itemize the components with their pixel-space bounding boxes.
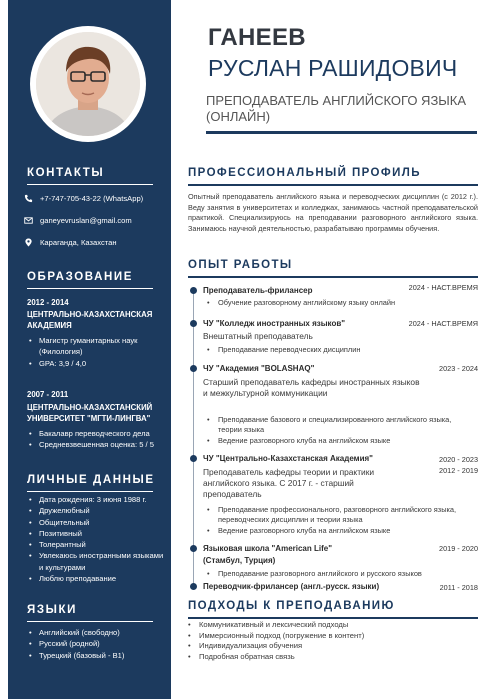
list-item: • Общительный <box>27 517 167 528</box>
list-item: • Иммерсионный подход (погружение в контент) <box>188 631 364 642</box>
timeline-dot <box>190 545 197 552</box>
education-2-details <box>27 428 177 451</box>
personal-list <box>27 494 167 584</box>
timeline-line <box>193 288 194 588</box>
job-4-bullets <box>207 505 477 536</box>
approaches-heading: ПОДХОДЫ К ПРЕПОДАВАНИЮ <box>188 600 395 612</box>
job-4-role: Преподаватель кафедры теории и практики английского языка. С 2017 г. - старший преподаватель <box>203 467 375 499</box>
job-2-bullets <box>207 345 477 355</box>
list-item: • Увлекаюсь иностранными языками и культурами <box>27 550 167 573</box>
list-item: • Индивидуализация обучения <box>188 641 364 652</box>
list-item: • Коммуникативный и лексический подходы <box>188 620 364 631</box>
email-icon <box>24 216 33 225</box>
job-3-title: ЧУ "Академия "BOLASHAQ" <box>203 364 315 373</box>
job-3-bullets <box>207 415 477 446</box>
list-item: • Толерантный <box>27 539 167 550</box>
first-name: РУСЛАН РАШИДОВИЧ <box>208 55 458 81</box>
profile-text: Опытный преподаватель английского языка и переводческих дисциплин (с 2012 г.). Веду занятия в университетах и колледжах, занимаюсь частной преподавательской практикой. Специализируюсь на преподавании разговорного английского языка. Занимаюсь научной деятельностью, разрабатываю программы обучения. <box>188 192 478 233</box>
timeline-dot <box>190 455 197 462</box>
profile-heading: ПРОФЕССИОНАЛЬНЫЙ ПРОФИЛЬ <box>188 167 421 179</box>
job-2-title: ЧУ "Колледж иностранных языков" <box>203 319 346 328</box>
list-item: • Преподавание базового и специализированного английского языка, теории языка <box>207 415 477 436</box>
list-item: • Преподавание профессионального, разговорного английского языка, переводческих дисциплин и теории языка <box>207 505 477 526</box>
job-6-title-suffix: (англ.-русск. языки) <box>300 582 380 591</box>
education-heading: ОБРАЗОВАНИЕ <box>27 271 134 283</box>
list-item: • Магистр гуманитарных наук (Филология) <box>27 335 167 358</box>
list-item: • Дата рождения: 3 июня 1988 г. <box>27 494 167 505</box>
experience-heading: ОПЫТ РАБОТЫ <box>188 259 293 271</box>
languages-heading: ЯЗЫКИ <box>27 604 78 616</box>
languages-divider <box>27 621 153 622</box>
phone-item <box>24 194 143 203</box>
title-divider <box>206 131 477 134</box>
list-item: • Бакалавр переводческого дела <box>27 428 177 439</box>
approaches-list <box>188 620 364 662</box>
list-item: • Турецкий (базовый - B1) <box>27 650 167 661</box>
location-text: Караганда, Казахстан <box>40 238 117 247</box>
list-item: • GPA: 3,9 / 4,0 <box>27 358 167 369</box>
job-2-date: 2024 - НАСТ.ВРЕМЯ <box>408 319 478 328</box>
job-5-date: 2019 - 2020 <box>439 544 478 553</box>
job-5-bullets <box>207 569 477 579</box>
list-item: • Люблю преподавание <box>27 573 167 584</box>
timeline-dot <box>190 365 197 372</box>
approaches-divider <box>188 617 478 619</box>
job-4-title: ЧУ "Центрально-Казахстанская Академия" <box>203 454 373 463</box>
list-item: • Ведение разговорного клуба на английском языке <box>207 526 477 536</box>
list-item: • Обучение разговорному английскому языку онлайн <box>207 298 477 308</box>
contacts-divider <box>27 184 153 185</box>
timeline-dot <box>190 583 197 590</box>
list-item: • Позитивный <box>27 528 167 539</box>
profile-divider <box>188 184 478 186</box>
experience-divider <box>188 276 478 278</box>
contacts-heading: КОНТАКТЫ <box>27 167 105 179</box>
list-item: • Английский (свободно) <box>27 627 167 638</box>
list-item: • Средневзвешенная оценка: 5 / 5 <box>27 439 177 450</box>
job-6-date: 2011 - 2018 <box>439 583 478 592</box>
job-4-date-2: 2012 - 2019 <box>439 466 478 475</box>
email-item <box>24 216 132 225</box>
phone-text[interactable]: +7-747-705-43-22 (WhatsApp) <box>40 194 144 203</box>
job-5-title: Языковая школа "American Life" <box>203 544 332 553</box>
location-item <box>24 238 117 247</box>
personal-divider <box>27 491 153 492</box>
job-title: ПРЕПОДАВАТЕЛЬ АНГЛИЙСКОГО ЯЗЫКА (ОНЛАЙН) <box>206 93 467 124</box>
job-2-role: Внештатный преподаватель <box>203 331 313 341</box>
job-5-location: (Стамбул, Турция) <box>203 556 276 565</box>
education-1-details <box>27 335 167 369</box>
location-pin-icon <box>24 238 33 247</box>
languages-list <box>27 627 167 661</box>
timeline-dot <box>190 287 197 294</box>
list-item: • Преподавание переводческих дисциплин <box>207 345 477 355</box>
job-3-role: Старший преподаватель кафедры иностранных языков и межкультурной коммуникации <box>203 377 420 398</box>
list-item: • Ведение разговорного клуба на английском языке <box>207 436 477 446</box>
job-1-bullets <box>207 298 477 308</box>
profile-photo <box>36 32 140 136</box>
education-2-years: 2007 - 2011 <box>27 390 69 399</box>
education-divider <box>27 288 153 289</box>
education-1-years: 2012 - 2014 <box>27 298 69 307</box>
profile-photo-frame <box>30 26 146 142</box>
last-name: ГАНЕЕВ <box>208 24 306 51</box>
job-6-title: Переводчик-фрилансер <box>203 582 299 591</box>
job-4-date: 2020 - 2023 <box>439 455 478 464</box>
job-6-title-line <box>203 582 379 591</box>
job-1-date: 2024 - НАСТ.ВРЕМЯ <box>408 283 478 292</box>
list-item: • Дружелюбный <box>27 505 167 516</box>
list-item: • Преподавание разговорного английского и русского языков <box>207 569 477 579</box>
personal-heading: ЛИЧНЫЕ ДАННЫЕ <box>27 474 155 486</box>
job-3-date: 2023 - 2024 <box>439 364 478 373</box>
education-2-school: ЦЕНТРАЛЬНО-КАЗАХСТАНСКИЙ УНИВЕРСИТЕТ "МГТИ-ЛИНГВА" <box>27 403 153 423</box>
list-item: • Подробная обратная связь <box>188 652 364 663</box>
timeline-dot <box>190 320 197 327</box>
job-1-title: Преподаватель-фрилансер <box>203 286 313 295</box>
phone-icon <box>24 194 33 203</box>
list-item: • Русский (родной) <box>27 638 167 649</box>
email-text[interactable]: ganeyevruslan@gmail.com <box>40 216 132 225</box>
education-1-school: ЦЕНТРАЛЬНО-КАЗАХСТАНСКАЯ АКАДЕМИЯ <box>27 310 153 330</box>
sidebar <box>8 0 171 699</box>
